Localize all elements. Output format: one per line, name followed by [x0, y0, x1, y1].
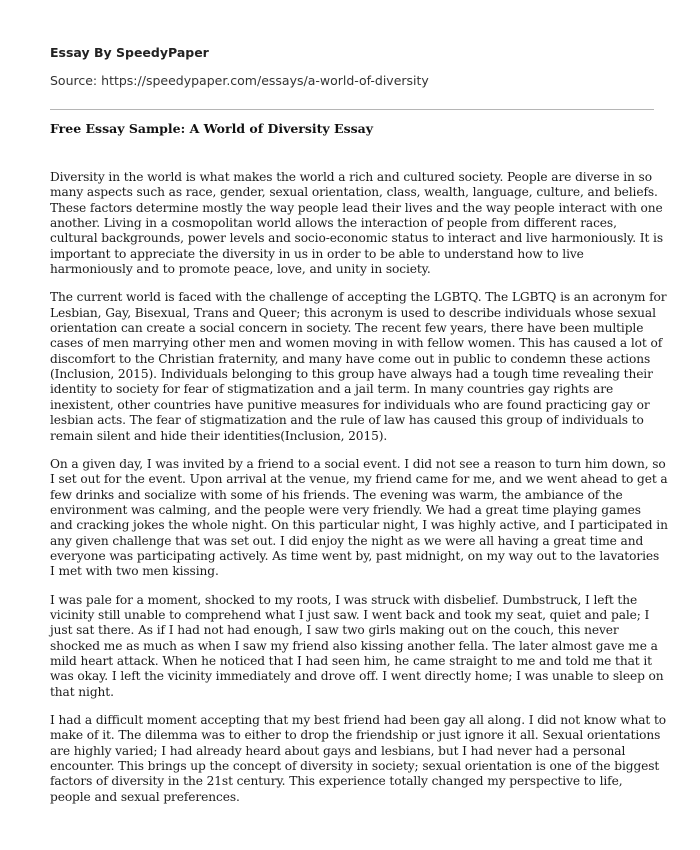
paragraph-line: I met with two men kissing.: [50, 564, 219, 579]
source-label: Source:: [50, 73, 98, 88]
essay-body: [50, 170, 668, 818]
paragraph-line: make of it. The dilemma was to either to drop the friendship or just ignore it all. Sexual orientations: [50, 728, 661, 743]
paragraph-line: are highly varied; I had already heard about gays and lesbians, but I had never had a personal: [50, 743, 626, 758]
paragraph-line: cultural backgrounds, power levels and socio-economic status to interact and live harmoniously. It is: [50, 231, 664, 246]
paragraph-line: was okay. I left the vicinity immediately and drove off. I went directly home; I was unable to sleep on: [50, 669, 664, 684]
header-divider: [50, 109, 654, 110]
paragraph-line: (Inclusion, 2015). Individuals belonging to this group have always had a tough time revealing their: [50, 367, 653, 382]
paragraph-line: inexistent, other countries have punitive measures for individuals who are found practicing gay or: [50, 397, 650, 412]
essay-paragraph: [50, 713, 666, 805]
paragraph-line: harmoniously and to promote peace, love, and unity in society.: [50, 262, 431, 277]
site-title: Essay By SpeedyPaper: [50, 45, 209, 60]
paragraph-line: discomfort to the Christian fraternity, and many have come out in public to condemn these actions: [50, 351, 651, 366]
source-line: [50, 73, 429, 88]
essay-paragraph: [50, 170, 664, 277]
paragraph-line: Lesbian, Gay, Bisexual, Trans and Queer; this acronym is used to describe individuals whose sexual: [50, 305, 656, 320]
paragraph-line: mild heart attack. When he noticed that I had seen him, he came straight to me and told me that it: [50, 653, 652, 668]
paragraph-line: I had a difficult moment accepting that my best friend had been gay all along. I did not know what to: [50, 713, 666, 727]
paragraph-line: that night.: [50, 684, 114, 699]
essay-paragraph: [50, 592, 664, 700]
essay-title: Free Essay Sample: A World of Diversity Essay: [50, 121, 374, 136]
paragraph-line: cases of men marrying other men and women moving in with fellow women. This has caused a lot of: [50, 336, 663, 351]
paragraph-line: people and sexual preferences.: [50, 789, 240, 804]
paragraph-line: important to appreciate the diversity in us in order to be able to understand how to live: [50, 246, 584, 261]
paragraph-line: many aspects such as race, gender, sexual orientation, class, wealth, language, culture, and beliefs.: [50, 185, 658, 200]
paragraph-line: I was pale for a moment, shocked to my roots, I was struck with disbelief. Dumbstruck, I left the: [50, 592, 638, 607]
paragraph-line: factors of diversity in the 21st century. This experience totally changed my perspective to life,: [50, 774, 623, 789]
paragraph-line: just sat there. As if I had not had enough, I saw two girls making out on the couch, this never: [50, 623, 619, 638]
paragraph-line: These factors determine mostly the way people lead their lives and the way people interact with one: [50, 200, 663, 215]
paragraph-line: I set out for the event. Upon arrival at the venue, my friend came for me, and we went ahead to get a: [50, 472, 668, 487]
paragraph-line: lesbian acts. The fear of stigmatization and the rule of law has caused this group of individuals to: [50, 413, 644, 428]
paragraph-line: vicinity still unable to comprehend what I just saw. I went back and took my seat, quiet and pale; I: [50, 607, 650, 622]
paragraph-line: any given challenge that was set out. I did enjoy the night as we were all having a great time and: [50, 533, 644, 548]
paragraph-line: environment was calming, and the people were very friendly. We had a great time playing games: [50, 502, 641, 517]
paragraph-line: Diversity in the world is what makes the world a rich and cultured society. People are diverse in so: [50, 170, 652, 184]
paragraph-line: remain silent and hide their identities(Inclusion, 2015).: [50, 428, 388, 443]
essay-paragraph: [50, 456, 668, 580]
essay-paragraph: [50, 290, 667, 443]
paragraph-line: The current world is faced with the challenge of accepting the LGBTQ. The LGBTQ is an acronym for: [50, 290, 667, 305]
paragraph-line: On a given day, I was invited by a friend to a social event. I did not see a reason to turn him down, so: [50, 456, 666, 471]
source-link[interactable]: https://speedypaper.com/essays/a-world-of-diversity: [101, 73, 429, 88]
paragraph-line: shocked me as much as when I saw my friend also kissing another fella. The later almost gave me a: [50, 638, 658, 653]
paragraph-line: another. Living in a cosmopolitan world allows the interaction of people from different races,: [50, 216, 617, 231]
paragraph-line: few drinks and socialize with some of his friends. The evening was warm, the ambiance of the: [50, 487, 623, 502]
paragraph-line: identity to society for fear of stigmatization and a jail term. In many countries gay rights are: [50, 382, 614, 397]
paragraph-line: orientation can create a social concern in society. The recent few years, there have been multiple: [50, 321, 644, 336]
paragraph-line: encounter. This brings up the concept of diversity in society; sexual orientation is one of the biggest: [50, 759, 660, 774]
paragraph-line: everyone was participating actively. As time went by, past midnight, on my way out to the lavatories: [50, 548, 660, 563]
paragraph-line: and cracking jokes the whole night. On this particular night, I was highly active, and I participated in: [50, 518, 668, 533]
